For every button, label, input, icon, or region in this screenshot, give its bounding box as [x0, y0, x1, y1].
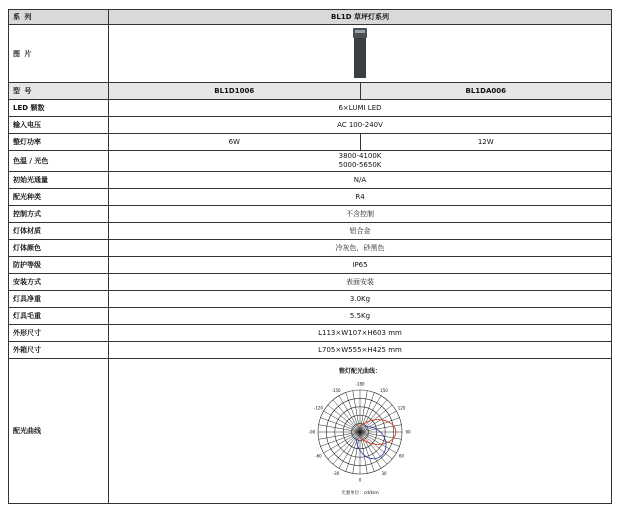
row-label: 安装方式 [9, 274, 109, 291]
row-label: 色温 / 光色 [9, 151, 109, 172]
image-label: 图 片 [9, 25, 109, 83]
row-value: 5.5Kg [109, 308, 612, 325]
series-label: 系 列 [9, 10, 109, 25]
curve-unit: 光强单位：cd/klm [341, 491, 379, 496]
spec-row-net-weight [9, 291, 612, 308]
row-label: 外形尺寸 [9, 325, 109, 342]
angle-label: 120 [397, 405, 406, 411]
row-value: 表面安装 [109, 274, 612, 291]
spec-row-install [9, 274, 612, 291]
angle-label: 30 [381, 471, 387, 477]
row-value [109, 151, 612, 172]
model-2: BL1DA006 [360, 83, 612, 100]
model-row [9, 83, 612, 100]
row-value: IP65 [109, 257, 612, 274]
series-row [9, 10, 612, 25]
row-value: 铝合金 [109, 223, 612, 240]
row-label: 控制方式 [9, 206, 109, 223]
row-label: 灯具毛重 [9, 308, 109, 325]
row-label: 灯体颜色 [9, 240, 109, 257]
cct-value-1: 3800-4100K [338, 152, 382, 160]
spec-row-ip [9, 257, 612, 274]
cct-value-2: 5000-5650K [338, 161, 382, 169]
angle-label: -180 [355, 381, 365, 387]
row-value: 冷灰色，砂黑色 [109, 240, 612, 257]
spec-row-flux [9, 172, 612, 189]
angle-label: -120 [313, 405, 323, 411]
row-value: N/A [109, 172, 612, 189]
row-value-2: 12W [360, 134, 612, 151]
spec-row-power [9, 134, 612, 151]
angle-label: -30 [332, 471, 340, 477]
polar-plot [305, 377, 415, 487]
row-label: 防护等级 [9, 257, 109, 274]
angle-label: 60 [399, 453, 405, 459]
spec-table [8, 9, 612, 504]
spec-row-color [9, 240, 612, 257]
spec-row-material [9, 223, 612, 240]
curve-label: 配光曲线 [9, 359, 109, 504]
angle-label: 90 [405, 429, 411, 435]
curve-title: 整灯配光曲线： [338, 368, 381, 375]
spec-row-voltage [9, 117, 612, 134]
spec-row-carton [9, 342, 612, 359]
curve-row [9, 359, 612, 504]
model-label: 型 号 [9, 83, 109, 100]
row-label: 初始光通量 [9, 172, 109, 189]
polar-diagram [295, 366, 425, 496]
spec-row-cct [9, 151, 612, 172]
angle-label: -150 [331, 387, 341, 393]
row-value: AC 100-240V [109, 117, 612, 134]
row-value: L705×W555×H425 mm [109, 342, 612, 359]
row-value-1: 6W [109, 134, 361, 151]
row-value: 6×LUMI LED [109, 100, 612, 117]
row-value: L113×W107×H603 mm [109, 325, 612, 342]
row-label: 整灯功率 [9, 134, 109, 151]
model-1: BL1D1006 [109, 83, 361, 100]
spec-row-dimensions [9, 325, 612, 342]
spec-row-led-count [9, 100, 612, 117]
spec-row-control [9, 206, 612, 223]
row-value: 不含控制 [109, 206, 612, 223]
row-label: 配光种类 [9, 189, 109, 206]
row-label: 外箱尺寸 [9, 342, 109, 359]
row-value: 3.0Kg [109, 291, 612, 308]
angle-label: 0 [358, 477, 362, 483]
row-value: R4 [109, 189, 612, 206]
product-photo [353, 28, 367, 78]
row-label: 灯具净重 [9, 291, 109, 308]
row-label: 灯体材质 [9, 223, 109, 240]
image-row [9, 25, 612, 83]
spec-row-distribution [9, 189, 612, 206]
spec-row-gross-weight [9, 308, 612, 325]
angle-label: -90 [308, 429, 316, 435]
angle-label: -60 [315, 453, 322, 459]
row-label: 输入电压 [9, 117, 109, 134]
angle-label: 150 [380, 387, 388, 393]
row-label: LED 颗数 [9, 100, 109, 117]
series-value: BL1D 草坪灯系列 [109, 10, 612, 25]
